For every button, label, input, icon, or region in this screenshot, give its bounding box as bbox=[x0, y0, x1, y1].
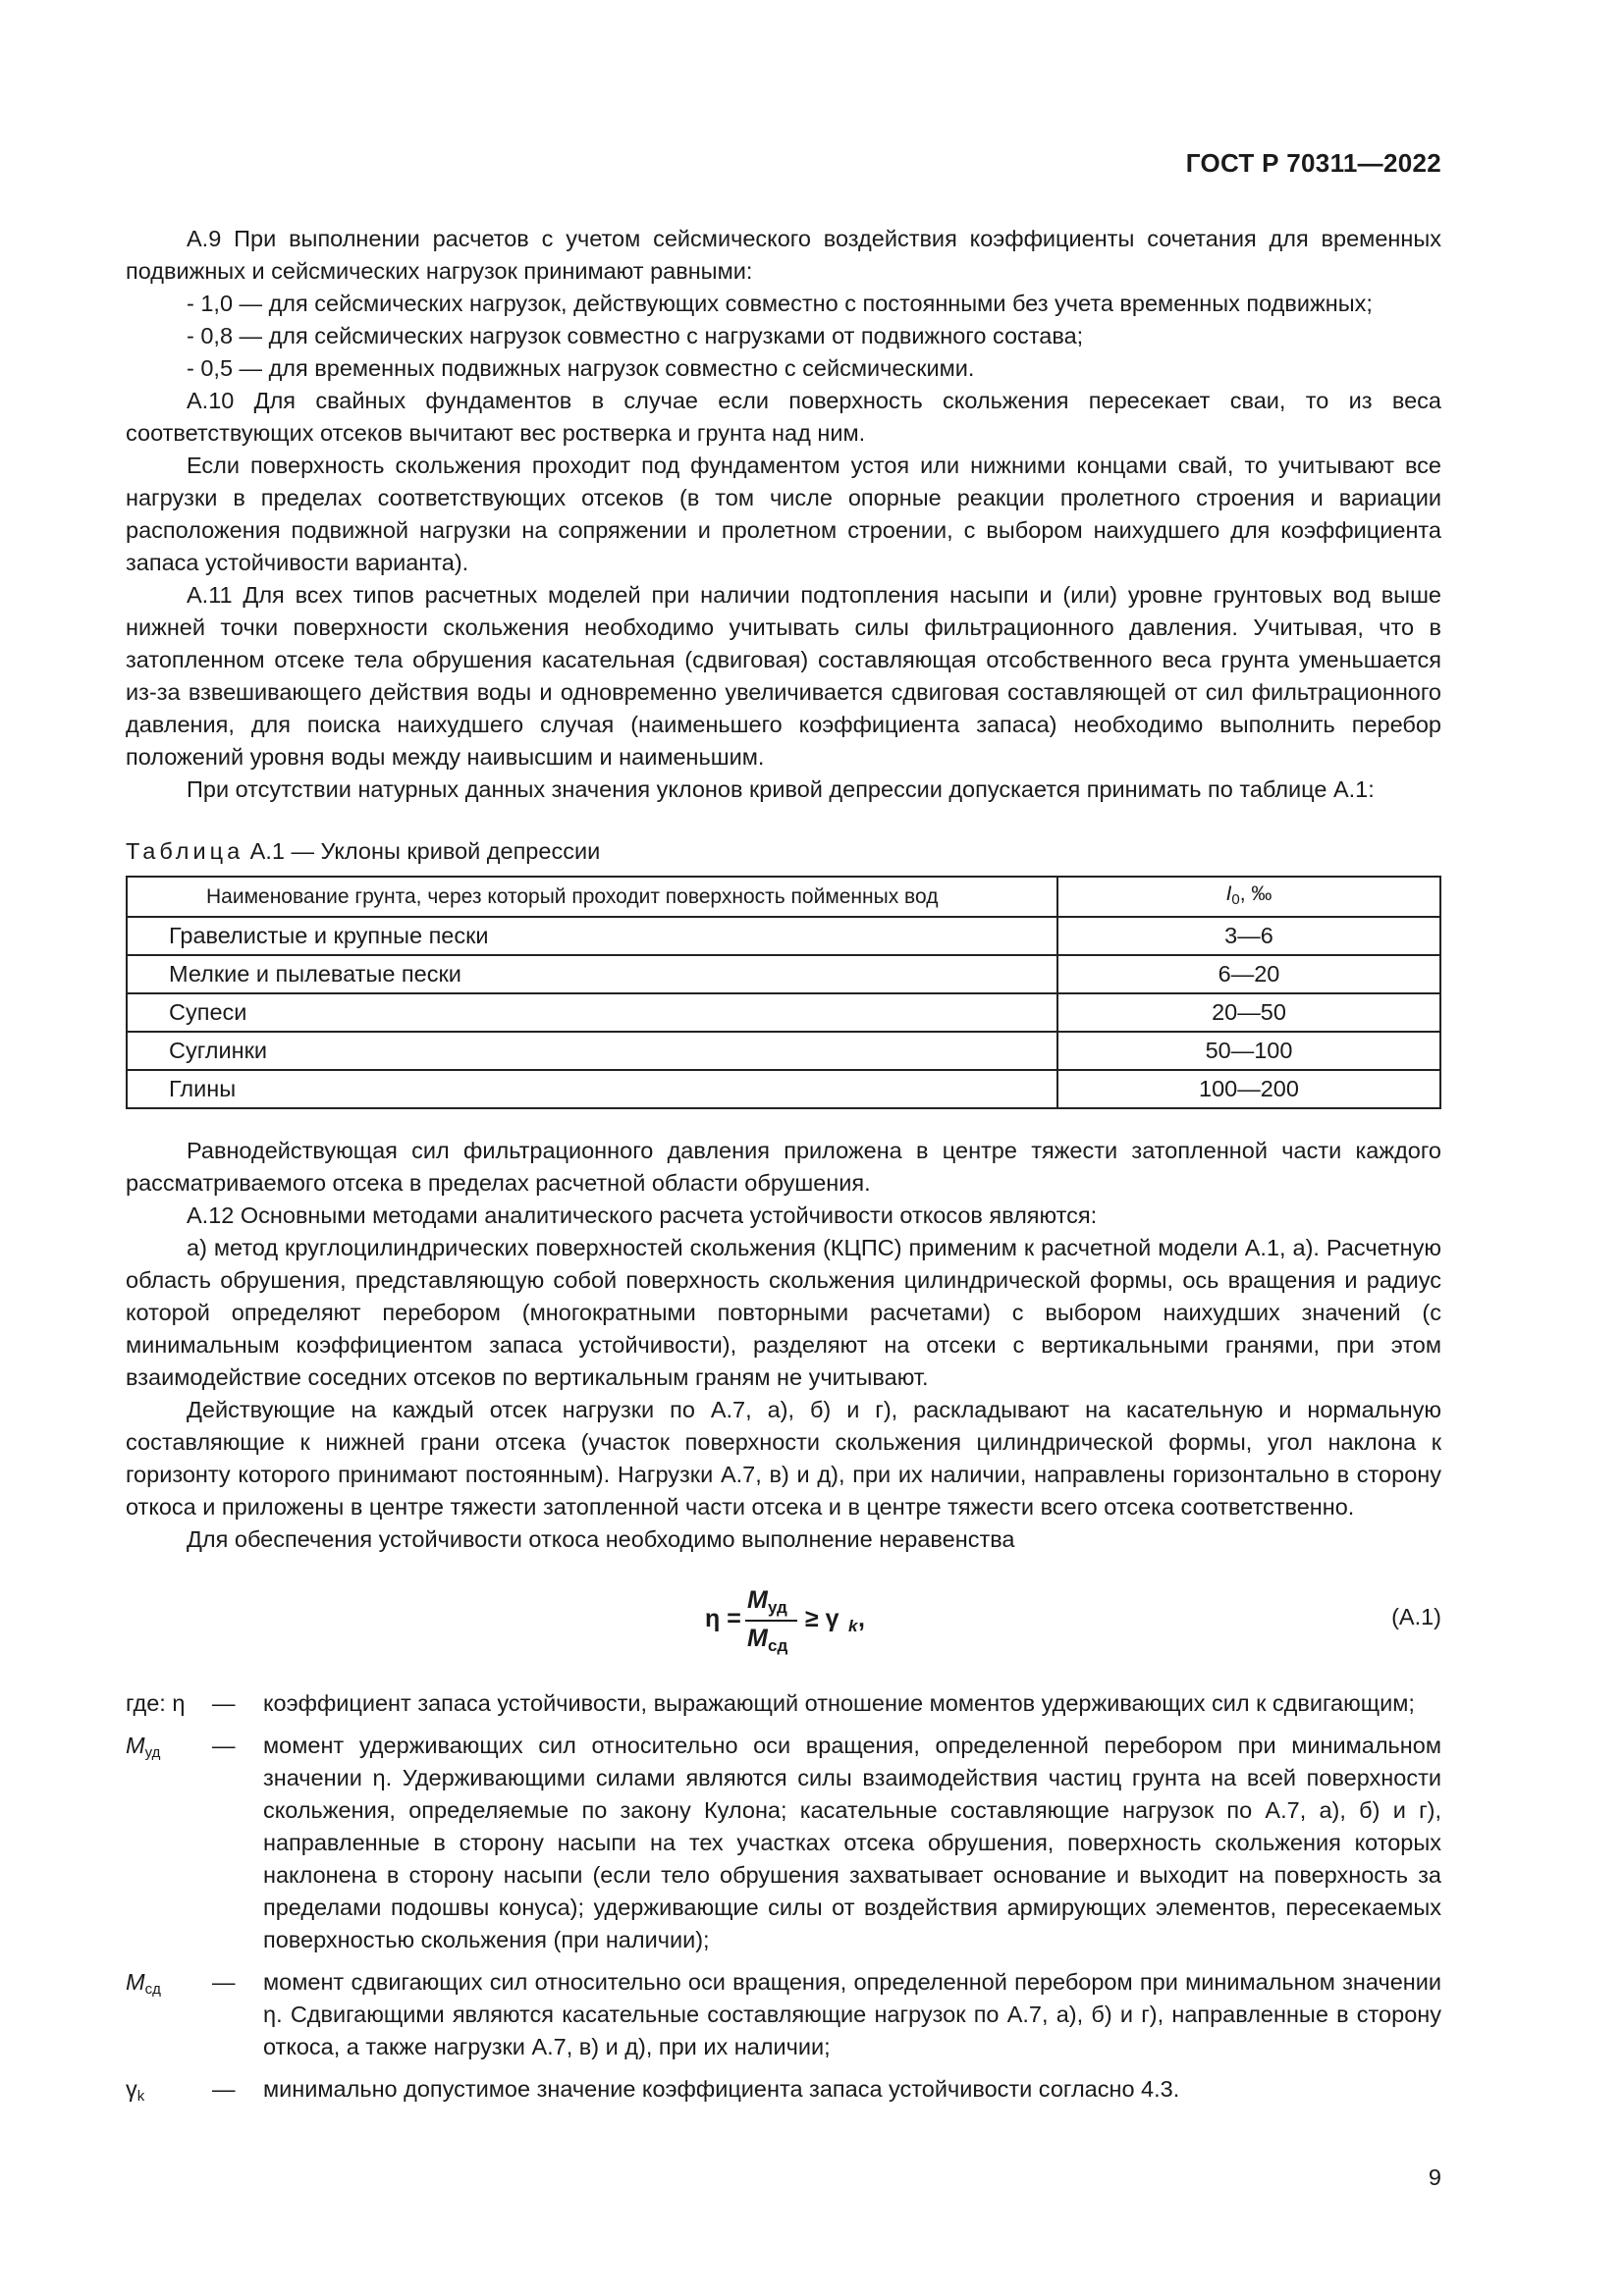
table-cell-value: 3—6 bbox=[1057, 917, 1440, 955]
formula-rel-sub: k bbox=[848, 1617, 858, 1635]
table-cell-soil: Супеси bbox=[127, 993, 1057, 1032]
formula-num-sub: уд bbox=[768, 1598, 787, 1617]
paragraph: При отсутствии натурных данных значения уклонов кривой депрессии допускается принимать по таблице А.1: bbox=[187, 776, 1375, 802]
paragraph-a9: А.9 При выполнении расчетов с учетом сейсмического воздействия коэффициенты сочетания для временных подвижных и сейсмических нагрузок принимают равными: bbox=[126, 226, 1441, 284]
list-item: - 1,0 — для сейсмических нагрузок, действующих совместно с постоянными без учета временных подвижных; bbox=[187, 291, 1373, 316]
document-header: ГОСТ Р 70311—2022 bbox=[1185, 148, 1441, 178]
symbol-text: γ bbox=[126, 2076, 137, 2102]
table-row bbox=[127, 1032, 1440, 1070]
list-item: - 0,8 — для сейсмических нагрузок совместно с нагрузками от подвижного состава; bbox=[187, 323, 1084, 348]
table-row bbox=[127, 955, 1440, 993]
table-caption-title: А.1 — Уклоны кривой депрессии bbox=[244, 838, 601, 864]
formula-lhs: η = bbox=[705, 1605, 741, 1632]
definition-text: минимально допустимое значение коэффициента запаса устойчивости согласно 4.3. bbox=[263, 2076, 1180, 2102]
table-header-row bbox=[127, 877, 1440, 917]
formula-num-var: M bbox=[747, 1586, 768, 1614]
table-cell-value: 100—200 bbox=[1057, 1070, 1440, 1108]
definition-symbol bbox=[126, 2073, 212, 2112]
table-caption-label: Таблица bbox=[126, 838, 244, 864]
table-cell-value: 6—20 bbox=[1057, 955, 1440, 993]
table-cell-soil: Глины bbox=[127, 1070, 1057, 1108]
equation-number: (А.1) bbox=[1391, 1604, 1441, 1629]
page-body bbox=[126, 223, 1441, 2122]
table-row bbox=[127, 993, 1440, 1032]
definition-row bbox=[126, 1730, 1441, 1956]
definition-dash: — bbox=[212, 1690, 236, 1716]
formula-rel: ≥ γ bbox=[805, 1605, 839, 1632]
slope-symbol: I bbox=[1225, 882, 1232, 905]
symbol-subscript: сд bbox=[144, 1981, 161, 1998]
table-cell-soil: Суглинки bbox=[127, 1032, 1057, 1070]
symbol-text: где: η bbox=[126, 1690, 186, 1716]
formula-den-sub: сд bbox=[768, 1636, 788, 1655]
definition-dash: — bbox=[212, 1733, 236, 1758]
formula-trail: , bbox=[858, 1605, 865, 1632]
symbol-subscript: уд bbox=[144, 1744, 161, 1761]
formula-graphic bbox=[126, 1577, 1441, 1658]
symbol-definitions bbox=[126, 1687, 1441, 2112]
list-item: - 0,5 — для временных подвижных нагрузок совместно с сейсмическими. bbox=[187, 355, 975, 381]
slope-table bbox=[126, 876, 1441, 1109]
paragraph: Если поверхность скольжения проходит под фундаментом устоя или нижними концами свай, то учитывают все нагрузки в пределах соответствующих отсеков (в том числе опорные реакции пролетного строения и вариации расположения подвижной нагрузки на сопряжении и пролетном строении, с выбором наихудшего для коэффициента запаса устойчивости варианта). bbox=[126, 453, 1441, 575]
definition-dash: — bbox=[212, 2076, 236, 2102]
symbol-text: M bbox=[126, 1969, 145, 1995]
slope-unit: , ‰ bbox=[1239, 882, 1272, 905]
definition-row bbox=[126, 1687, 1441, 1720]
table-header-slope bbox=[1057, 877, 1440, 917]
table-cell-soil: Мелкие и пылеватые пески bbox=[127, 955, 1057, 993]
definition-row bbox=[126, 2073, 1441, 2112]
paragraph-a10: А.10 Для свайных фундаментов в случае если поверхность скольжения пересекает сваи, то из веса соответствующих отсеков вычитают вес ростверка и грунта над ним. bbox=[126, 388, 1441, 446]
formula-den-var: M bbox=[747, 1625, 768, 1652]
paragraph: Действующие на каждый отсек нагрузки по А.7, а), б) и г), раскладывают на касательную и нормальную составляющие к нижней грани отсека (участок поверхности скольжения цилиндрической формы, угол наклона к горизонту которого принимают постоянным). Нагрузки А.7, в) и д), при их наличии, направлены горизонтально в сторону откоса и приложены в центре тяжести затопленной части отсека и в центре тяжести всего отсека соответственно. bbox=[126, 1397, 1441, 1520]
definition-dash: — bbox=[212, 1969, 236, 1995]
definition-symbol bbox=[126, 1966, 212, 2005]
table-header-soil: Наименование грунта, через который проходит поверхность пойменных вод bbox=[127, 877, 1057, 917]
page-number: 9 bbox=[1428, 2164, 1441, 2190]
table-cell-value: 20—50 bbox=[1057, 993, 1440, 1032]
table-row bbox=[127, 1070, 1440, 1108]
paragraph: а) метод круглоцилиндрических поверхностей скольжения (КЦПС) применим к расчетной модели А.1, а). Расчетную область обрушения, представляющую собой поверхность скольжения цилиндрической формы, ось вращения и радиус которой определяют перебором (многократными повторными расчетами) с выбором наихудших значений (с минимальным коэффициентом запаса устойчивости), разделяют на отсеки с вертикальными гранями, при этом взаимодействие соседних отсеков по вертикальным граням не учитывают. bbox=[126, 1235, 1441, 1390]
paragraph: Равнодействующая сил фильтрационного давления приложена в центре тяжести затопленной части каждого рассматриваемого отсека в пределах расчетной области обрушения. bbox=[126, 1138, 1441, 1196]
definition-text: момент сдвигающих сил относительно оси вращения, определенной перебором при минимальном значении η. Сдвигающими являются касательные составляющие нагрузок по А.7, а), б) и г), направленные в сторону откоса, а также нагрузки А.7, в) и д), при их наличии; bbox=[263, 1969, 1441, 2059]
table-row bbox=[127, 917, 1440, 955]
paragraph: Для обеспечения устойчивости откоса необходимо выполнение неравенства bbox=[187, 1526, 1015, 1552]
definition-symbol bbox=[126, 1687, 212, 1720]
table-caption bbox=[126, 835, 1441, 868]
paragraph-a11: А.11 Для всех типов расчетных моделей при наличии подтопления насыпи и (или) уровне грунтовых вод выше нижней точки поверхности скольжения необходимо учитывать силы фильтрационного давления. Учитывая, что в затопленном отсеке тела обрушения касательная (сдвиговая) составляющая отсобственного веса грунта уменьшается из-за взвешивающего действия воды и одновременно увеличивается сдвиговая составляющей от сил фильтрационного давления, для поиска наихудшего случая (наименьшего коэффициента запаса) необходимо выполнить перебор положений уровня воды между наивысшим и наименьшим. bbox=[126, 582, 1441, 770]
table-cell-soil: Гравелистые и крупные пески bbox=[127, 917, 1057, 955]
definition-symbol bbox=[126, 1730, 212, 1769]
symbol-text: M bbox=[126, 1733, 145, 1758]
definition-row bbox=[126, 1966, 1441, 2063]
definition-text: коэффициент запаса устойчивости, выражающий отношение моментов удерживающих сил к сдвигающим; bbox=[263, 1690, 1415, 1716]
formula-a1 bbox=[126, 1577, 1441, 1658]
paragraph-a12: А.12 Основными методами аналитического расчета устойчивости откосов являются: bbox=[187, 1202, 1098, 1228]
slope-subscript: 0 bbox=[1231, 891, 1240, 908]
symbol-subscript: k bbox=[136, 2088, 145, 2105]
table-cell-value: 50—100 bbox=[1057, 1032, 1440, 1070]
definition-text: момент удерживающих сил относительно оси вращения, определенной перебором при минимальном значении η. Удерживающими силами являются силы взаимодействия частиц грунта на всей поверхности скольжения, определяемые по закону Кулона; касательные составляющие нагрузок по А.7, а), б) и г), направленные в сторону насыпи на тех участках отсека обрушения, поверхность скольжения которых наклонена в сторону насыпи (если тело обрушения захватывает основание и выходит на поверхность за пределами подошвы конуса); удерживающие силы от воздействия армирующих элементов, пересекаемых поверхностью скольжения (при наличии); bbox=[263, 1733, 1441, 1952]
